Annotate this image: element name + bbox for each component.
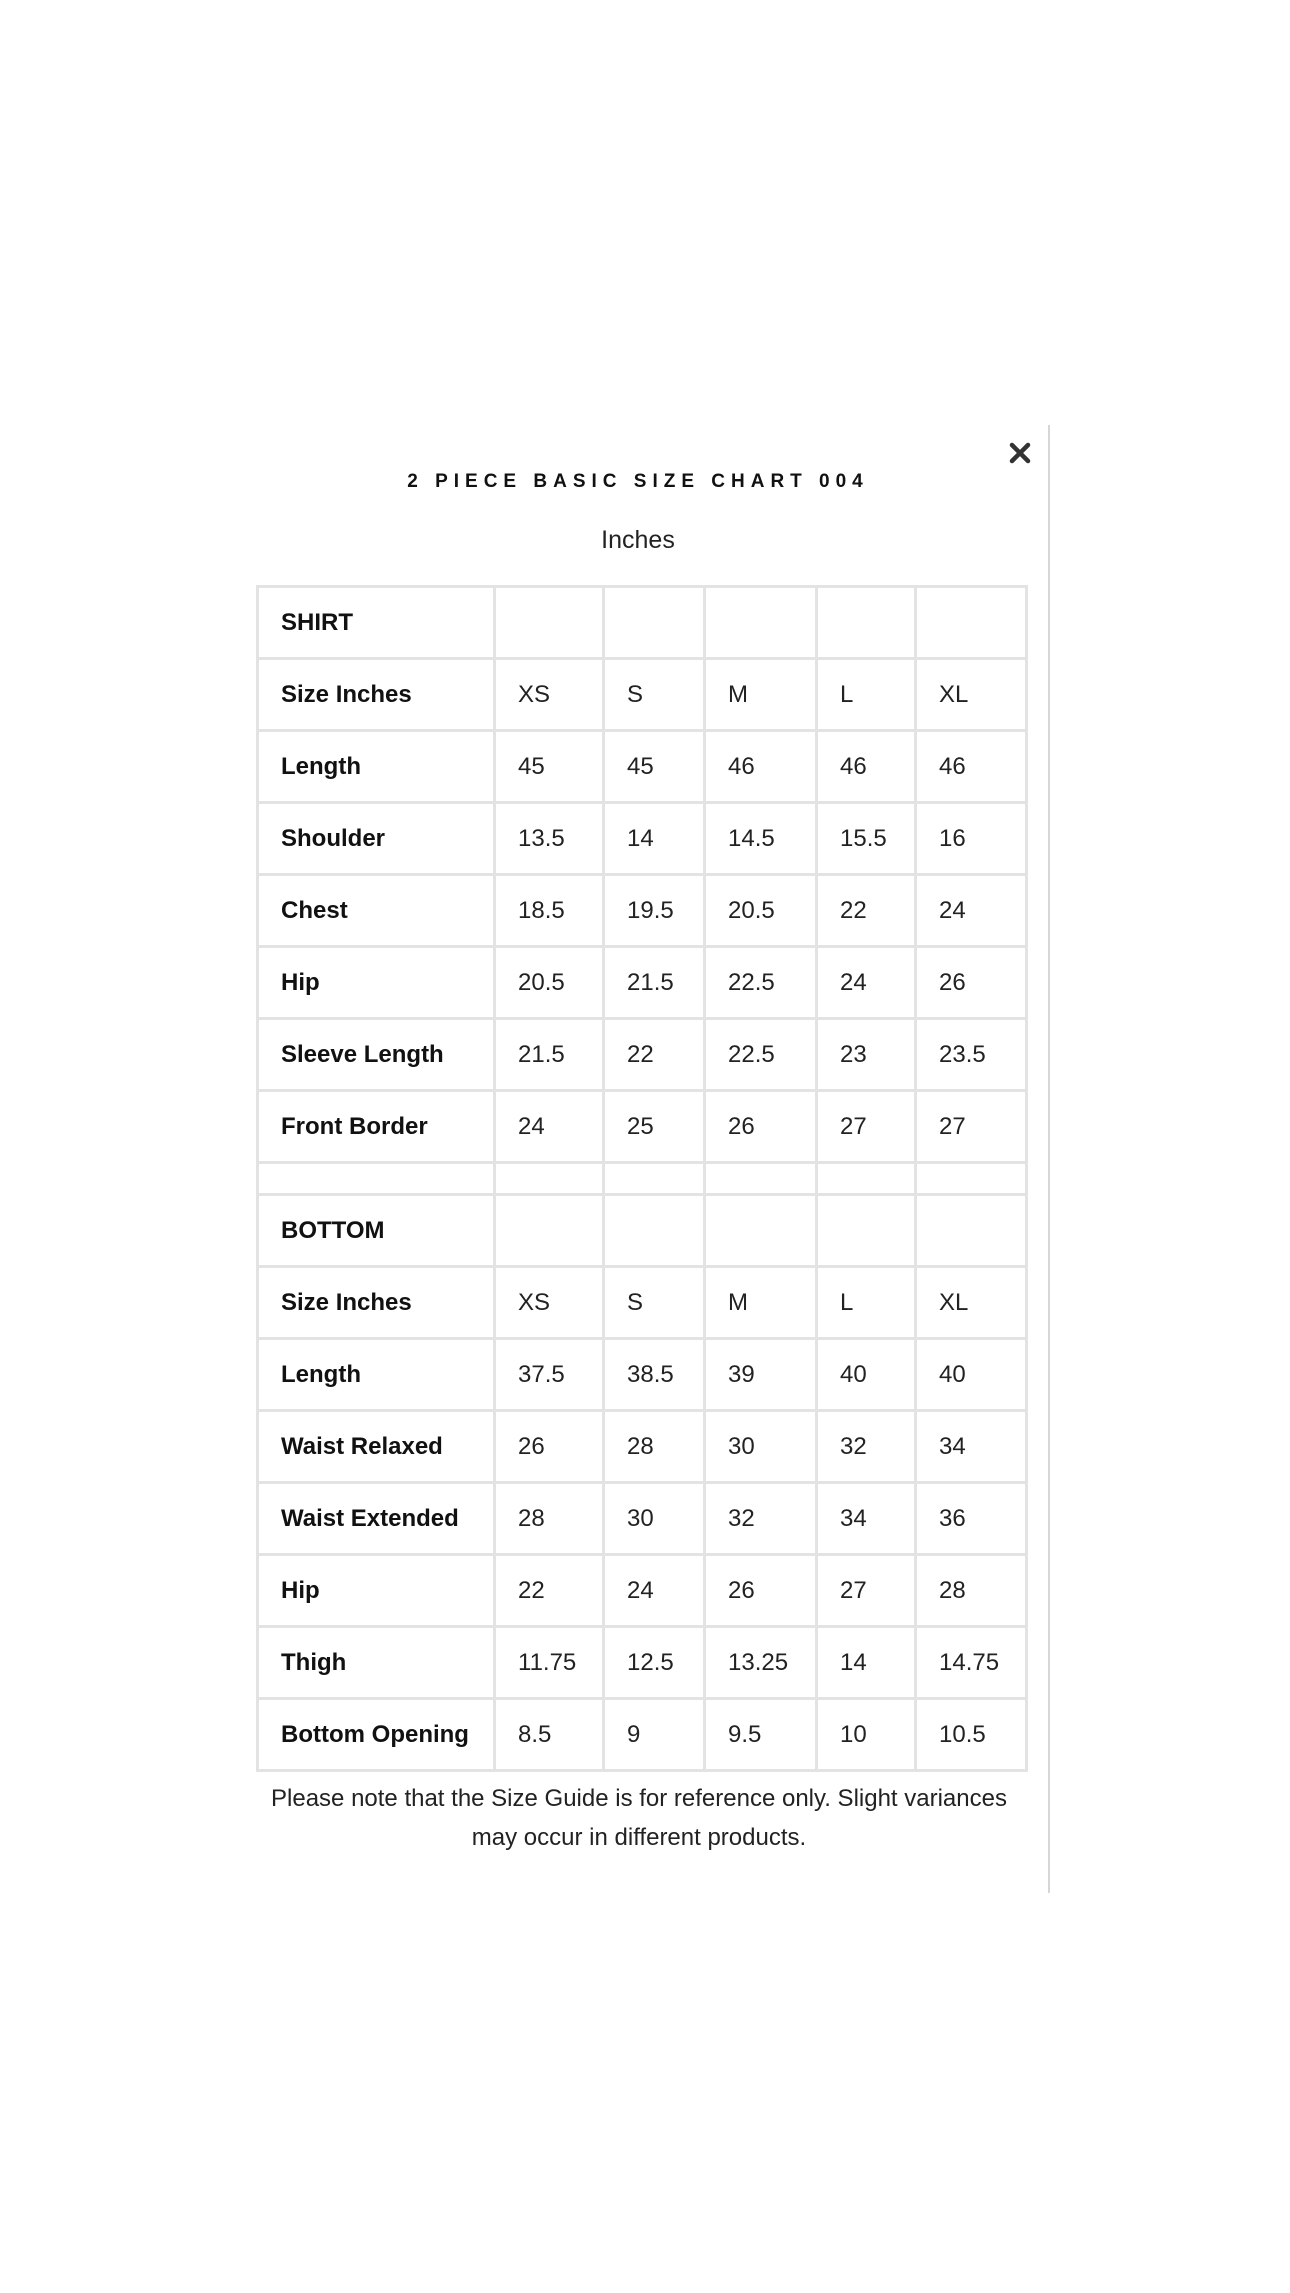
- row-label: Waist Extended: [259, 1484, 493, 1553]
- table-cell: L: [818, 660, 914, 729]
- table-cell: 28: [605, 1412, 703, 1481]
- empty-cell: [818, 1164, 914, 1193]
- table-cell: 27: [818, 1092, 914, 1161]
- empty-cell: [496, 1164, 602, 1193]
- table-cell: 24: [605, 1556, 703, 1625]
- table-cell: 26: [917, 948, 1025, 1017]
- table-cell: 24: [496, 1092, 602, 1161]
- table-row: [259, 1268, 1025, 1337]
- table-cell: 21.5: [496, 1020, 602, 1089]
- row-label: Bottom Opening: [259, 1700, 493, 1769]
- table-cell: 8.5: [496, 1700, 602, 1769]
- table-cell: L: [818, 1268, 914, 1337]
- table-cell: 20.5: [706, 876, 815, 945]
- table-row: [259, 1092, 1025, 1161]
- table-cell: 22.5: [706, 948, 815, 1017]
- table-cell: 10: [818, 1700, 914, 1769]
- empty-cell: [706, 588, 815, 657]
- table-cell: M: [706, 660, 815, 729]
- table-cell: 32: [818, 1412, 914, 1481]
- empty-cell: [706, 1196, 815, 1265]
- empty-cell: [917, 1164, 1025, 1193]
- empty-cell: [706, 1164, 815, 1193]
- row-label: Hip: [259, 1556, 493, 1625]
- table-cell: 37.5: [496, 1340, 602, 1409]
- table-cell: 25: [605, 1092, 703, 1161]
- empty-cell: [259, 1164, 493, 1193]
- table-cell: 45: [605, 732, 703, 801]
- empty-cell: [496, 1196, 602, 1265]
- table-cell: 13.5: [496, 804, 602, 873]
- table-cell: 23.5: [917, 1020, 1025, 1089]
- shirt-heading: SHIRT: [259, 588, 493, 657]
- table-cell: 22.5: [706, 1020, 815, 1089]
- size-chart-modal: [232, 425, 1050, 1893]
- table-cell: 14: [818, 1628, 914, 1697]
- table-cell: 46: [818, 732, 914, 801]
- size-guide-note: Please note that the Size Guide is for reference only. Slight variances may occur in different products.: [271, 1785, 1007, 1851]
- row-label: Length: [259, 1340, 493, 1409]
- row-label: Size Inches: [259, 1268, 493, 1337]
- bottom-heading: BOTTOM: [259, 1196, 493, 1265]
- row-label: Length: [259, 732, 493, 801]
- unit-label: Inches: [601, 526, 675, 554]
- empty-cell: [605, 1196, 703, 1265]
- table-cell: 26: [706, 1092, 815, 1161]
- table-cell: 20.5: [496, 948, 602, 1017]
- table-cell: 28: [917, 1556, 1025, 1625]
- table-cell: S: [605, 660, 703, 729]
- table-cell: 15.5: [818, 804, 914, 873]
- table-cell: 9: [605, 1700, 703, 1769]
- close-icon[interactable]: [1008, 441, 1032, 465]
- table-cell: 36: [917, 1484, 1025, 1553]
- table-cell: XL: [917, 1268, 1025, 1337]
- table-cell: 12.5: [605, 1628, 703, 1697]
- table-cell: 27: [917, 1092, 1025, 1161]
- empty-cell: [496, 588, 602, 657]
- table-cell: 46: [706, 732, 815, 801]
- chart-title: 2 PIECE BASIC SIZE CHART 004: [407, 471, 869, 492]
- table-row: [259, 1412, 1025, 1481]
- table-cell: 14.75: [917, 1628, 1025, 1697]
- table-cell: 11.75: [496, 1628, 602, 1697]
- table-row: [259, 1340, 1025, 1409]
- row-label: Size Inches: [259, 660, 493, 729]
- table-row: [259, 732, 1025, 801]
- table-cell: 14: [605, 804, 703, 873]
- table-cell: 26: [706, 1556, 815, 1625]
- empty-cell: [605, 1164, 703, 1193]
- table-cell: 34: [818, 1484, 914, 1553]
- table-cell: 46: [917, 732, 1025, 801]
- row-label: Front Border: [259, 1092, 493, 1161]
- row-label: Waist Relaxed: [259, 1412, 493, 1481]
- table-cell: 18.5: [496, 876, 602, 945]
- table-cell: 45: [496, 732, 602, 801]
- table-cell: M: [706, 1268, 815, 1337]
- table-cell: 34: [917, 1412, 1025, 1481]
- size-table: [256, 585, 1028, 1772]
- table-cell: 40: [818, 1340, 914, 1409]
- table-cell: 23: [818, 1020, 914, 1089]
- table-row: [259, 1484, 1025, 1553]
- table-cell: 21.5: [605, 948, 703, 1017]
- bottom-heading-row: [259, 1196, 1025, 1265]
- table-row: [259, 804, 1025, 873]
- row-label: Sleeve Length: [259, 1020, 493, 1089]
- table-cell: 9.5: [706, 1700, 815, 1769]
- table-cell: 10.5: [917, 1700, 1025, 1769]
- table-row: [259, 1700, 1025, 1769]
- table-cell: XS: [496, 660, 602, 729]
- table-row: [259, 1556, 1025, 1625]
- row-label: Chest: [259, 876, 493, 945]
- empty-cell: [917, 1196, 1025, 1265]
- size-table-body: [259, 588, 1025, 1769]
- table-cell: 30: [605, 1484, 703, 1553]
- table-cell: 13.25: [706, 1628, 815, 1697]
- close-button[interactable]: [1002, 435, 1038, 471]
- table-cell: 24: [917, 876, 1025, 945]
- table-cell: 30: [706, 1412, 815, 1481]
- table-cell: 16: [917, 804, 1025, 873]
- table-row: [259, 948, 1025, 1017]
- shirt-heading-row: [259, 588, 1025, 657]
- table-cell: 32: [706, 1484, 815, 1553]
- section-spacer-row: [259, 1164, 1025, 1193]
- empty-cell: [818, 1196, 914, 1265]
- table-cell: 14.5: [706, 804, 815, 873]
- table-cell: 22: [605, 1020, 703, 1089]
- table-cell: XL: [917, 660, 1025, 729]
- empty-cell: [917, 588, 1025, 657]
- table-row: [259, 1020, 1025, 1089]
- table-cell: 26: [496, 1412, 602, 1481]
- empty-cell: [818, 588, 914, 657]
- table-cell: XS: [496, 1268, 602, 1337]
- table-cell: 22: [496, 1556, 602, 1625]
- table-cell: 28: [496, 1484, 602, 1553]
- table-cell: 40: [917, 1340, 1025, 1409]
- table-cell: S: [605, 1268, 703, 1337]
- table-cell: 38.5: [605, 1340, 703, 1409]
- table-row: [259, 660, 1025, 729]
- row-label: Thigh: [259, 1628, 493, 1697]
- table-cell: 24: [818, 948, 914, 1017]
- table-cell: 39: [706, 1340, 815, 1409]
- table-cell: 22: [818, 876, 914, 945]
- table-cell: 19.5: [605, 876, 703, 945]
- row-label: Hip: [259, 948, 493, 1017]
- table-cell: 27: [818, 1556, 914, 1625]
- table-row: [259, 876, 1025, 945]
- empty-cell: [605, 588, 703, 657]
- table-row: [259, 1628, 1025, 1697]
- row-label: Shoulder: [259, 804, 493, 873]
